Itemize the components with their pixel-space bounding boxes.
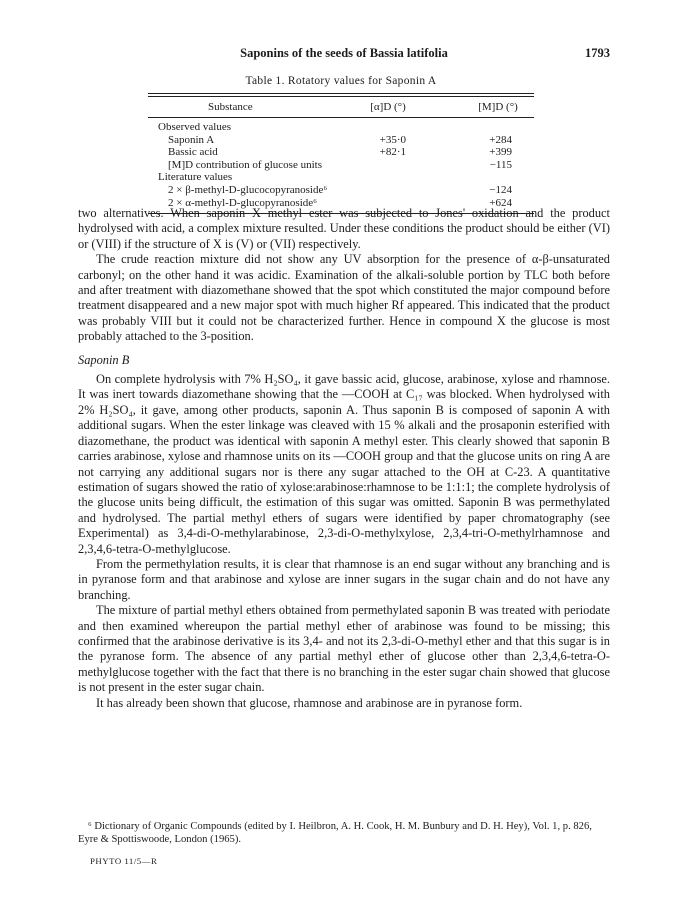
paragraph: It has already been shown that glucose, rhamnose and arabinose are in pyranose form.	[96, 695, 523, 710]
row-label: Saponin A	[168, 133, 215, 146]
row-label: [M]D contribution of glucose units	[168, 158, 322, 171]
m-value: −124	[489, 183, 512, 196]
paragraph: On complete hydrolysis with 7% H₂SO₄, it gave bassic acid, glucose, arabinose, xylose and rhamnose. It was inert towards diazomethane showing that the —COOH at C₁₇ was blocked. When hydrolysed with 2% H₂SO₄, it gave, among other products, saponin A. Thus saponin B is composed of saponin A with additional sugars. When the ester linkage was cleaved with 15 % alkali and the prosaponin esterified with diazomethane, the product was identical with saponin A methyl ester. This clearly showed that saponin B carries arabinose, xylose and rhamnose units on its —COOH group and that the glucose units on ring A are not carrying any additional sugars nor is there any sugar attached to the OH at C-23. A quantitative estimation of sugars showed the ratio of xylose:arabinose:rhamnose to be 1:1:1; the complete hydrolysis of the glucose units being difficult, the estimation of this sugar was omitted. Saponin B was permethylated and hydrolysed. The partial methyl ethers of sugars were identified by paper chromatography (see Experimental) as 3,4-di-O-methylarabinose, 2,3-di-O-methylxylose, 2,3,4-tri-O-methylrhamnose and 2,3,4,6-tetra-O-methylglucose.	[78, 372, 610, 556]
table-row	[148, 146, 534, 159]
footnote-text: ⁶ Dictionary of Organic Compounds (edited by I. Heilbron, A. H. Cook, H. M. Bunbury and D. H. Hey), Vol. 1, p. 826, Eyre & Spottiswoode, London (1965).	[78, 821, 592, 845]
table-row	[148, 121, 534, 134]
table-row	[148, 184, 534, 197]
row-label: 2 × β-methyl-D-glucocopyranoside⁶	[168, 183, 328, 196]
alpha-value: +35·0	[379, 133, 406, 146]
journal-code: PHYTO 11/5—R	[90, 856, 158, 866]
row-label: Literature values	[158, 171, 233, 184]
paragraph: two alternatives. When saponin X methyl ester was subjected to Jones' oxidation and the product hydrolysed with acid, a complex mixture resulted. Under these conditions the product should be either (VI) or (VIII) if the structure of X is (V) or (VII) respectively.	[78, 206, 610, 251]
footnote	[78, 820, 610, 846]
page-number: 1793	[585, 46, 610, 60]
table-row	[148, 171, 534, 184]
paragraph: The mixture of partial methyl ethers obtained from permethylated saponin B was treated with periodate and then examined whereupon the partial methyl ether of arabinose was found to be missing; this confirmed that the arabinose derivative is its 3,4- and not its 2,3-di-O-methyl ether and that this sugar is in the pyranose form. The absence of any partial methyl ether of glucose other than 2,3,4,6-tetra-O-methylglucose together with the fact that there is no branching in the ester sugar chain showed that glucose is not present in the ester sugar chain.	[78, 603, 610, 695]
body-text	[78, 206, 610, 711]
table-row	[148, 159, 534, 172]
section-heading: Saponin B	[78, 352, 130, 367]
running-title: Saponins of the seeds of Bassia latifolia	[240, 46, 448, 60]
paragraph: From the permethylation results, it is clear that rhamnose is an end sugar without any branching and is in pyranose form and that arabinose and xylose are inner sugars in the sugar chain and do not have any branching.	[78, 556, 610, 602]
m-value: +624	[489, 196, 512, 209]
table-header-row	[148, 97, 534, 117]
m-value: +399	[489, 146, 512, 159]
column-header-m: [M]D (°)	[478, 101, 518, 113]
running-head	[78, 46, 610, 64]
m-value: −115	[489, 158, 512, 171]
row-label: Observed values	[158, 121, 232, 133]
rotatory-values-table	[148, 75, 534, 214]
alpha-value: +82·1	[379, 146, 406, 159]
column-header-alpha: [α]D (°)	[370, 101, 406, 113]
column-header-substance: Substance	[208, 101, 253, 113]
row-label: Bassic acid	[168, 146, 218, 159]
paragraph: The crude reaction mixture did not show any UV absorption for the presence of α-β-unsaturated carbonyl; on the other hand it was acidic. Examination of the alkali-soluble portion by TLC both before and after treatment with diazomethane showed that the spot which constituted the major compound before treatment disappeared and a new major spot with much higher Rf appeared. This indicated that the product was probably VIII but it could not be characterized further. Hence in compound X the glucose is most probably attached to the 3-position.	[78, 252, 610, 344]
m-value: +284	[489, 133, 512, 146]
table-caption: Table 1. Rotatory values for Saponin A	[245, 75, 437, 87]
row-label: 2 × α-methyl-D-glucopyranoside⁶	[168, 196, 317, 209]
table-row	[148, 134, 534, 147]
